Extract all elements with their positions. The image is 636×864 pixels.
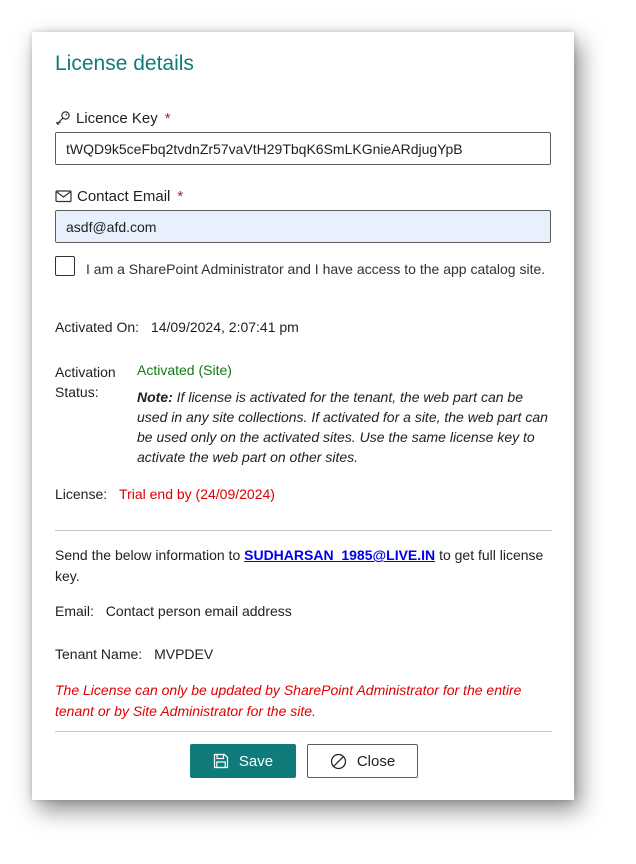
license-label: License: (55, 486, 108, 502)
send-info-prefix: Send the below information to (55, 547, 241, 563)
note-text: If license is activated for the tenant, the web part can be used in any site collections. If activated for a site, the web part can be used only on the activated sites. Use the same license key to activate the web part on other sites. (137, 389, 548, 465)
contact-email-input[interactable] (55, 210, 551, 243)
divider (55, 530, 552, 531)
activation-status-label: Activation Status: (55, 364, 116, 400)
close-button-label: Close (356, 752, 396, 770)
activated-on-row (55, 319, 299, 335)
save-icon (213, 753, 229, 769)
contact-email-link[interactable]: SUDHARSAN_1985@LIVE.IN (244, 547, 436, 563)
tenant-info-row (55, 646, 213, 662)
required-marker: * (177, 187, 184, 205)
admin-checkbox-label[interactable]: I am a SharePoint Administrator and I have access to the app catalog site. (86, 261, 546, 277)
dialog-title: License details (55, 52, 194, 75)
close-button[interactable] (307, 744, 418, 778)
key-icon (55, 110, 71, 126)
license-value: Trial end by (24/09/2024) (119, 486, 275, 502)
admin-checkbox[interactable] (55, 256, 75, 276)
cancel-icon (330, 753, 347, 770)
licence-key-input[interactable] (55, 132, 551, 165)
licence-key-label-text: Licence Key (76, 109, 158, 127)
tenant-name-value: MVPDEV (154, 646, 214, 662)
save-button-label: Save (238, 752, 274, 770)
activated-on-value: 14/09/2024, 2:07:41 pm (150, 319, 299, 335)
send-info-text (55, 545, 552, 587)
activated-on-label: Activated On: (55, 319, 140, 335)
contact-email-label-text: Contact Email (77, 187, 171, 205)
email-info-label: Email: (55, 603, 94, 619)
license-row (55, 486, 275, 502)
mail-icon (55, 189, 72, 203)
save-button[interactable] (190, 744, 296, 778)
email-info-value: Contact person email address (105, 603, 292, 619)
email-info-row (55, 603, 292, 619)
licence-key-label (55, 108, 171, 128)
contact-email-label (55, 186, 183, 206)
activation-note (137, 387, 557, 467)
admin-warning: The License can only be updated by SharePoint Administrator for the entire tenant or by Site Administrator for the site. (55, 682, 522, 719)
send-info-suffix: to get full license key. (55, 547, 544, 584)
note-label: Note: (137, 389, 173, 405)
activation-status-value: Activated (Site) (137, 362, 232, 378)
divider (55, 731, 552, 732)
license-details-dialog (32, 32, 574, 800)
tenant-name-label: Tenant Name: (55, 646, 143, 662)
required-marker: * (164, 109, 171, 127)
